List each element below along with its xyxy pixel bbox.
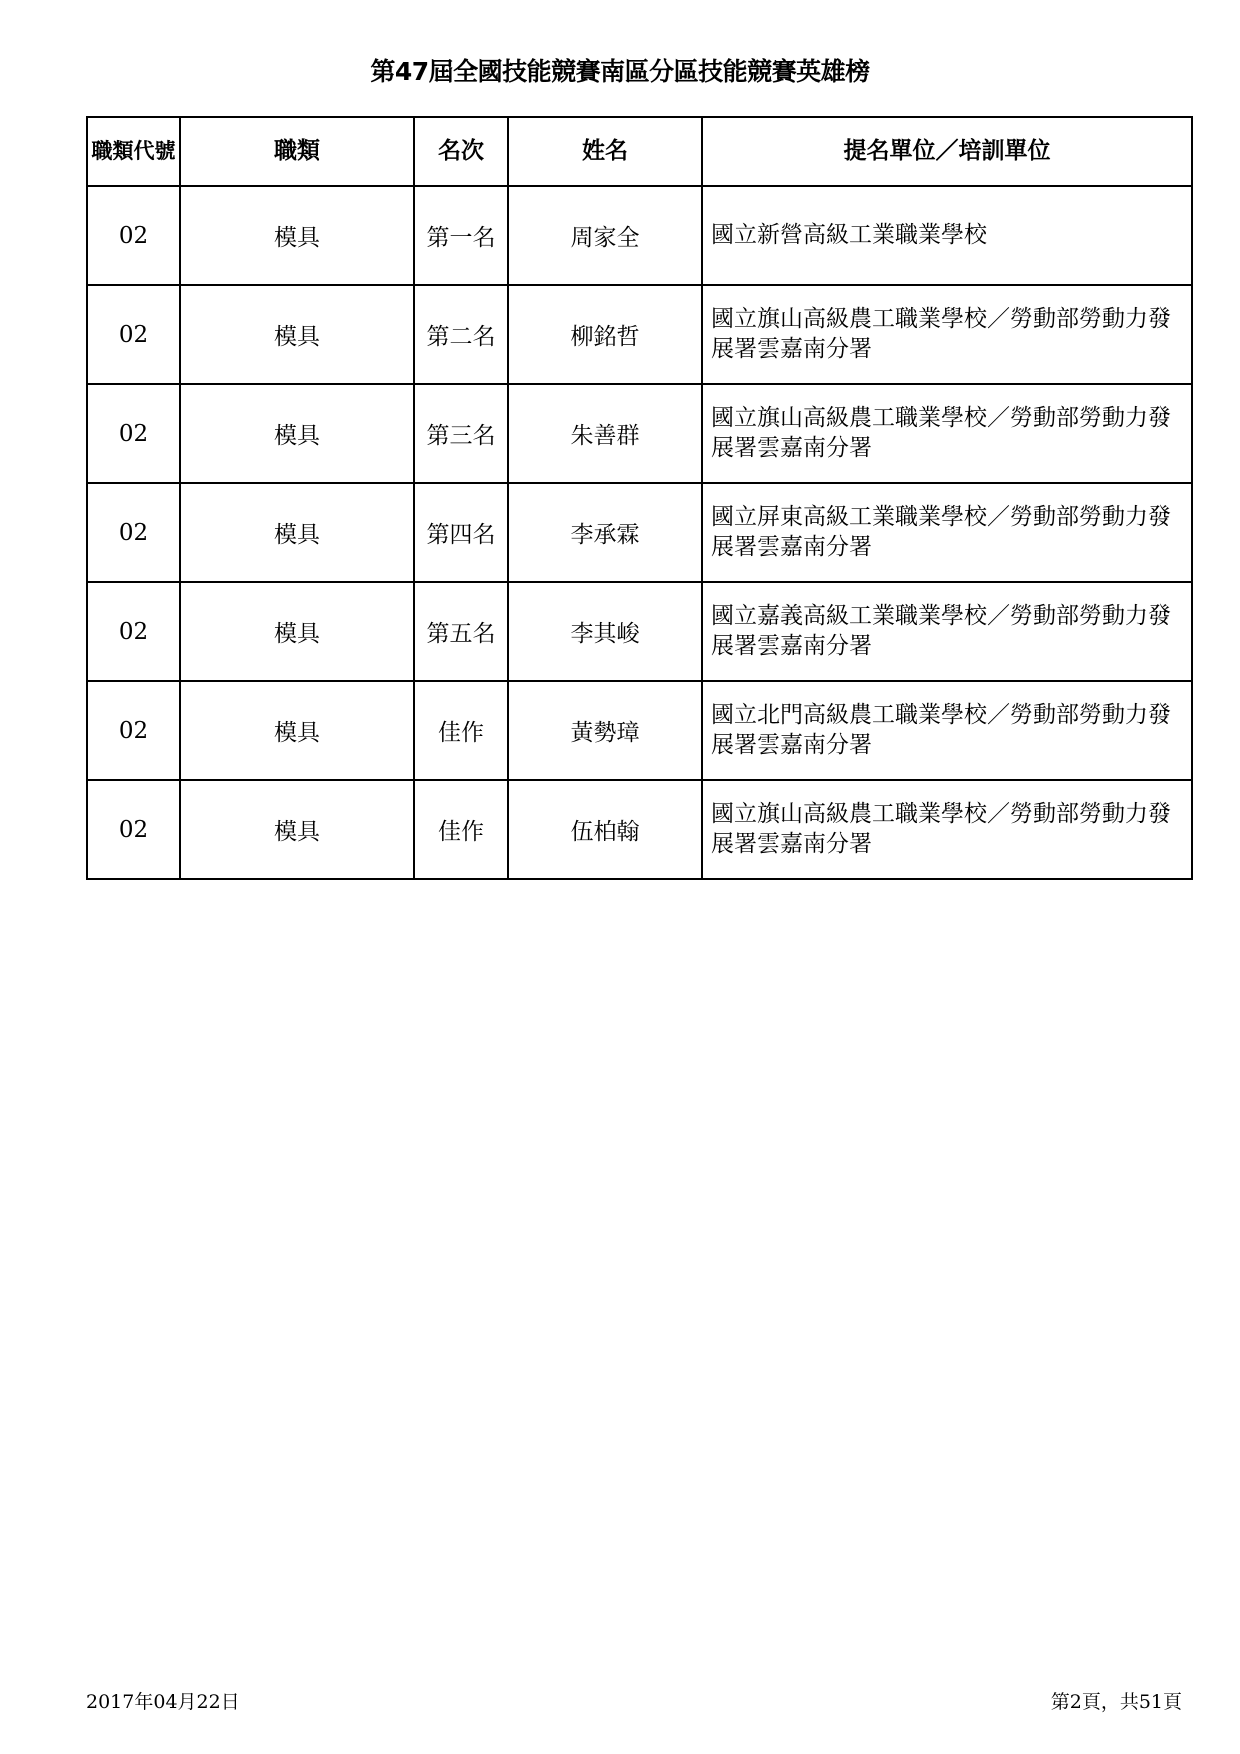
cell-name: 伍柏翰 xyxy=(508,780,702,879)
cell-trade: 模具 xyxy=(180,780,414,879)
table-header-row xyxy=(87,117,1192,186)
cell-code: 02 xyxy=(87,186,180,285)
header-trade: 職類 xyxy=(180,117,414,186)
cell-rank: 第二名 xyxy=(414,285,508,384)
cell-trade: 模具 xyxy=(180,483,414,582)
cell-rank: 第四名 xyxy=(414,483,508,582)
header-unit: 提名單位／培訓單位 xyxy=(702,117,1192,186)
cell-rank: 佳作 xyxy=(414,681,508,780)
footer-page-number: 第2頁，共51頁 xyxy=(1050,1691,1182,1713)
cell-name: 周家全 xyxy=(508,186,702,285)
table-row xyxy=(87,483,1192,582)
cell-trade: 模具 xyxy=(180,186,414,285)
table-row xyxy=(87,285,1192,384)
footer-date: 2017年04月22日 xyxy=(86,1691,240,1713)
table-row xyxy=(87,186,1192,285)
header-name: 姓名 xyxy=(508,117,702,186)
cell-trade: 模具 xyxy=(180,582,414,681)
cell-name: 黃勢璋 xyxy=(508,681,702,780)
header-rank: 名次 xyxy=(414,117,508,186)
cell-rank: 第三名 xyxy=(414,384,508,483)
cell-unit: 國立旗山高級農工職業學校／勞動部勞動力發展署雲嘉南分署 xyxy=(702,285,1192,384)
cell-unit: 國立新營高級工業職業學校 xyxy=(702,186,1192,285)
table-row xyxy=(87,384,1192,483)
cell-rank: 佳作 xyxy=(414,780,508,879)
cell-trade: 模具 xyxy=(180,384,414,483)
cell-code: 02 xyxy=(87,384,180,483)
cell-unit: 國立北門高級農工職業學校／勞動部勞動力發展署雲嘉南分署 xyxy=(702,681,1192,780)
cell-trade: 模具 xyxy=(180,681,414,780)
cell-unit: 國立旗山高級農工職業學校／勞動部勞動力發展署雲嘉南分署 xyxy=(702,384,1192,483)
cell-code: 02 xyxy=(87,681,180,780)
header-code: 職類代號 xyxy=(87,117,180,186)
cell-trade: 模具 xyxy=(180,285,414,384)
cell-unit: 國立屏東高級工業職業學校／勞動部勞動力發展署雲嘉南分署 xyxy=(702,483,1192,582)
page-title: 第47屆全國技能競賽南區分區技能競賽英雄榜 xyxy=(370,57,870,86)
cell-code: 02 xyxy=(87,483,180,582)
cell-unit: 國立嘉義高級工業職業學校／勞動部勞動力發展署雲嘉南分署 xyxy=(702,582,1192,681)
cell-unit: 國立旗山高級農工職業學校／勞動部勞動力發展署雲嘉南分署 xyxy=(702,780,1192,879)
cell-code: 02 xyxy=(87,582,180,681)
cell-name: 李承霖 xyxy=(508,483,702,582)
cell-name: 朱善群 xyxy=(508,384,702,483)
table-row xyxy=(87,681,1192,780)
cell-code: 02 xyxy=(87,285,180,384)
table-row xyxy=(87,780,1192,879)
cell-code: 02 xyxy=(87,780,180,879)
cell-name: 柳銘哲 xyxy=(508,285,702,384)
cell-rank: 第五名 xyxy=(414,582,508,681)
table-row xyxy=(87,582,1192,681)
cell-rank: 第一名 xyxy=(414,186,508,285)
hero-table xyxy=(86,116,1193,880)
cell-name: 李其峻 xyxy=(508,582,702,681)
